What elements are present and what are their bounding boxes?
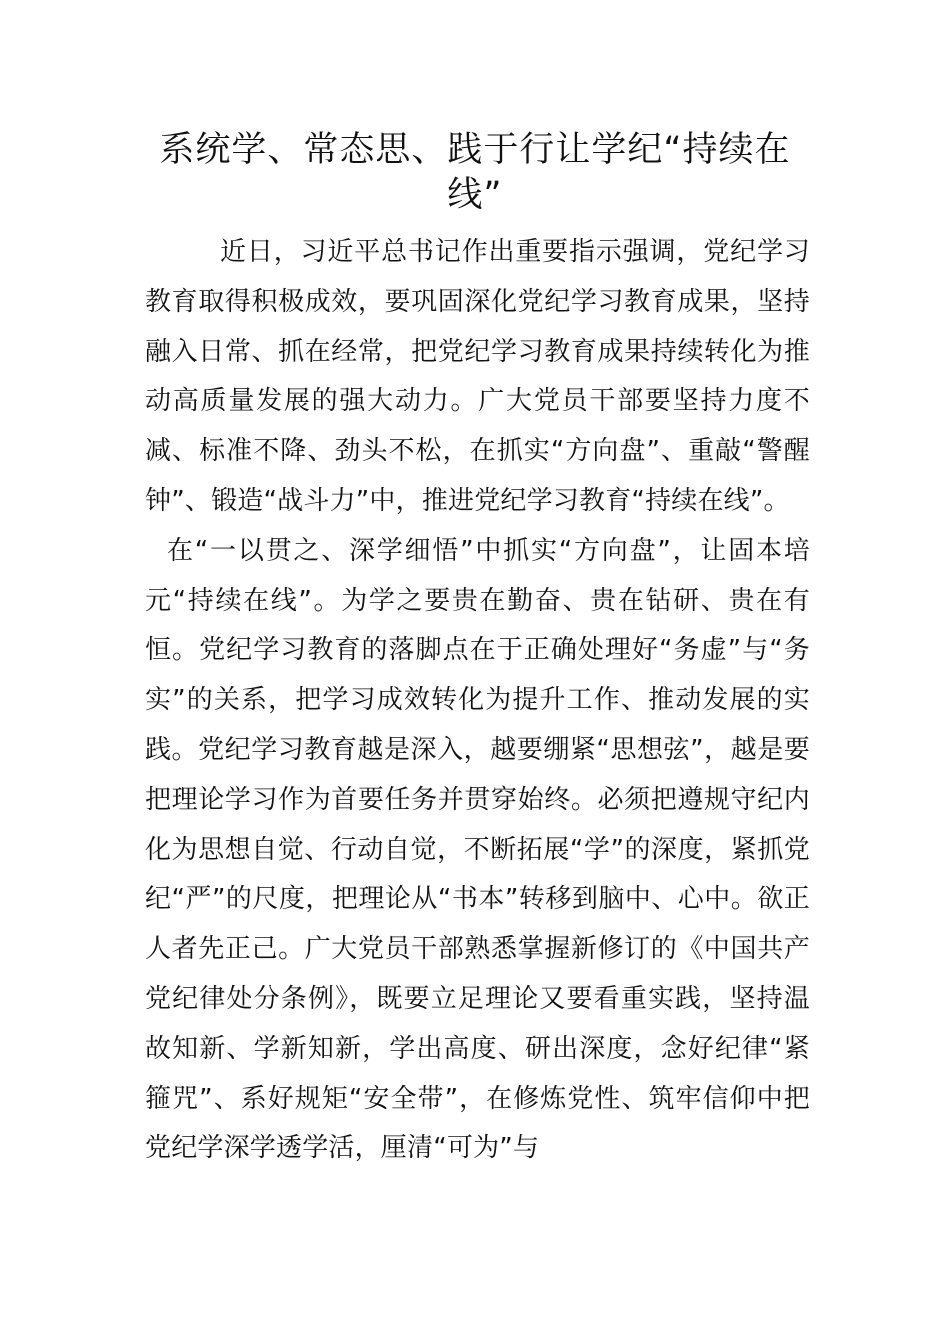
paragraph-2: 在“一以贯之、深学细悟”中抓实“方向盘”，让固本培元“持续在线”。为学之要贵在勤奋、贵在钻研、贵在有恒。党纪学习教育的落脚点在于正确处理好“务虚”与“务实”的关系，把学习成效转化为提升工作、推动发展的实践。党纪学习教育越是深入，越要绷紧“思想弦”，越是要把理论学习作为首要任务并贯穿始终。必须把遵规守纪内化为思想自觉、行动自觉，不断拓展“学”的深度，紧抓党纪“严”的尺度，把理论从“书本”转移到脑中、心中。欲正人者先正己。广大党员干部熟悉掌握新修订的《中国共产党纪律处分条例》，既要立足理论又要看重实践，坚持温故知新、学新知新，学出高度、研出深度，念好纪律“紧箍咒”、系好规矩“安全带”，在修炼党性、筑牢信仰中把党纪学深学透学活，厘清“可为”与 xyxy=(145,535,810,1164)
paragraph-1: 近日，习近平总书记作出重要指示强调，党纪学习教育取得积极成效，要巩固深化党纪学习教育成果，坚持融入日常、抓在经常，把党纪学习教育成果持续转化为推动高质量发展的强大动力。广大党员干部要坚持力度不减、标准不降、劲头不松，在抓实“方向盘”、重敲“警醒钟”、锻造“战斗力”中，推进党纪学习教育“持续在线”。 xyxy=(145,237,810,516)
document-body xyxy=(145,228,810,1174)
document-title: 系统学、常态思、践于行让学纪“持续在线” xyxy=(159,130,791,215)
